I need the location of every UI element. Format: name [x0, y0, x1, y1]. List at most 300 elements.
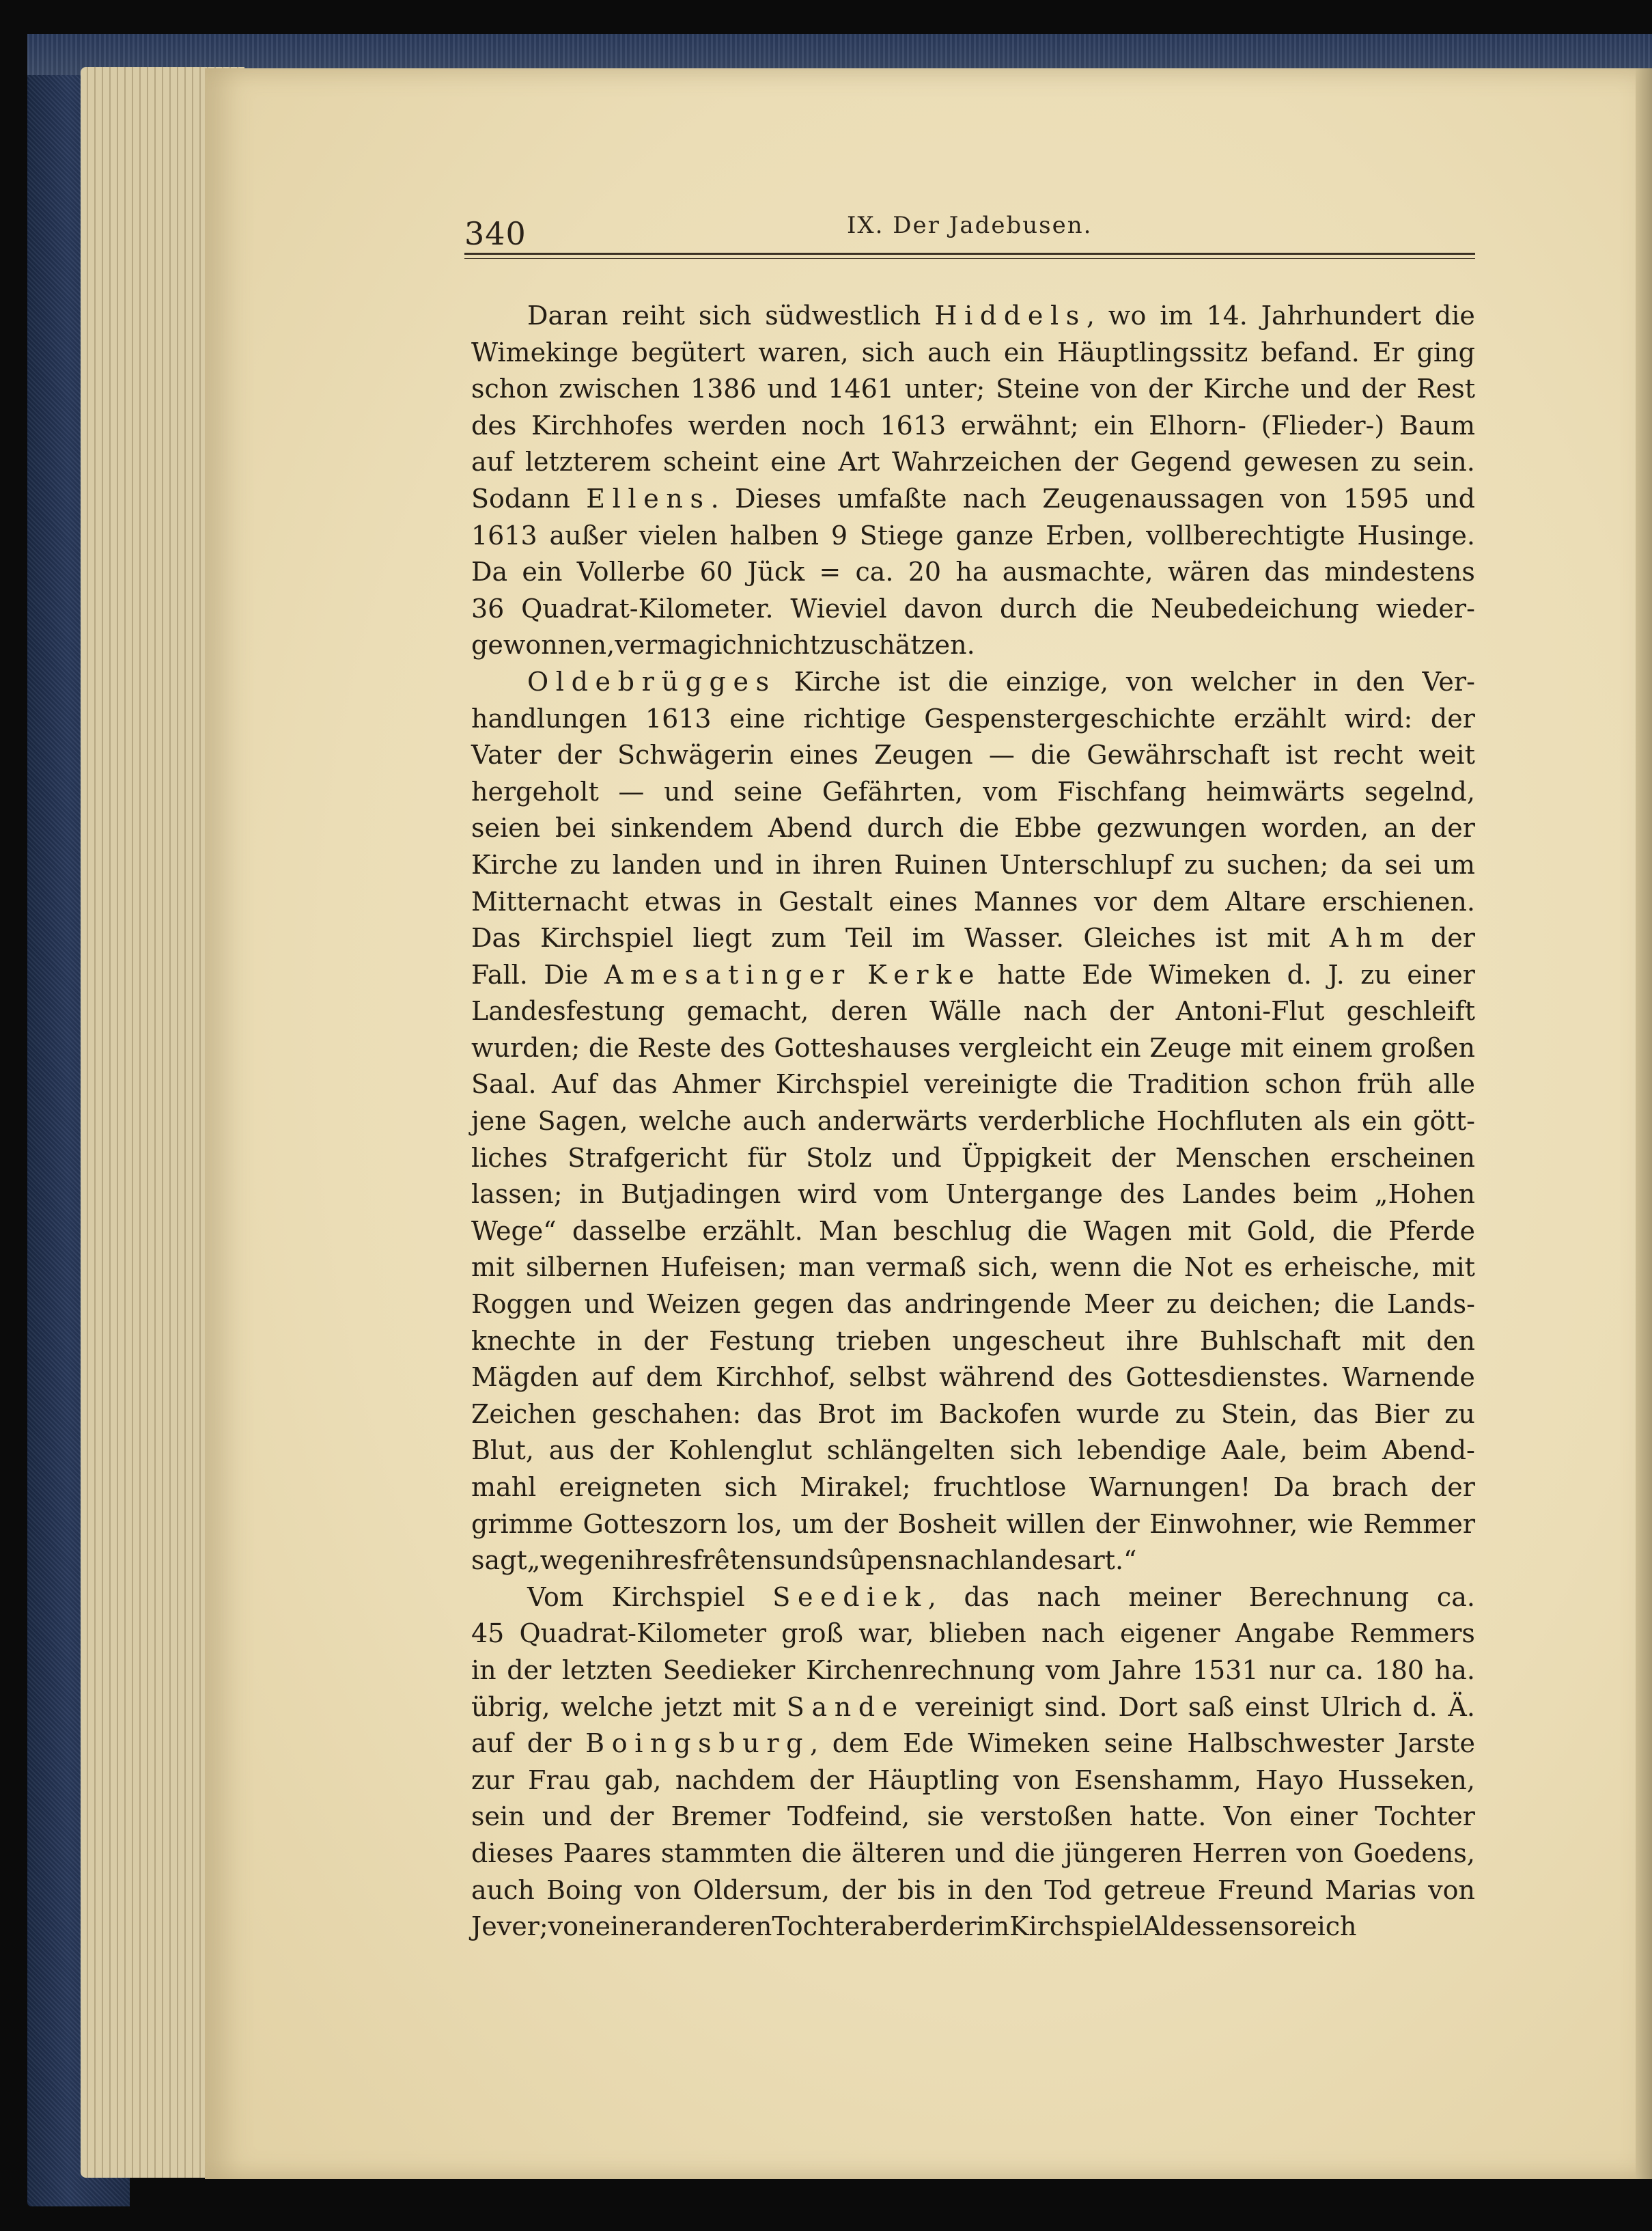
text-line — [471, 1103, 1475, 1140]
word: vom — [1046, 1654, 1101, 1685]
word: aus — [548, 1435, 595, 1466]
word: Menschen — [1175, 1142, 1311, 1173]
word: jetzt — [664, 1691, 723, 1722]
word: verderbliche — [979, 1106, 1146, 1137]
word: südwestlich — [765, 301, 921, 331]
word: und — [664, 776, 714, 807]
word: Häuptling — [867, 1764, 1000, 1795]
word: in — [737, 886, 763, 917]
word: 20 — [908, 557, 942, 587]
word: Esenshamm, — [1074, 1764, 1242, 1795]
word: Wahrzeichen — [892, 447, 1062, 477]
word: des — [720, 1032, 766, 1063]
word: dasselbe — [572, 1215, 687, 1246]
word: in — [579, 1179, 604, 1210]
word: seine — [733, 776, 803, 807]
word: Art — [838, 447, 880, 477]
word: Mirakel; — [800, 1472, 911, 1502]
word: 1595 — [1343, 483, 1410, 514]
word: Wimeken — [1149, 959, 1272, 990]
word: um — [1433, 849, 1475, 880]
word: im — [912, 923, 945, 954]
word: Gotteszorn — [583, 1508, 727, 1539]
word: Quadrat-Kilometer. — [521, 593, 774, 624]
word: durch — [867, 813, 944, 844]
word: die — [1073, 1069, 1114, 1100]
word: anderen — [663, 1911, 772, 1942]
word: der — [843, 1508, 888, 1539]
word: nicht — [753, 630, 820, 661]
text-line — [471, 444, 1475, 481]
word: erheische, — [1284, 1252, 1420, 1283]
word: Husseken, — [1337, 1764, 1475, 1795]
word: 45 — [471, 1618, 505, 1649]
word: Kirchhofes — [531, 410, 673, 441]
word: willen — [1006, 1508, 1086, 1539]
word: (Flieder-) — [1261, 410, 1385, 441]
word: vielen — [639, 520, 718, 551]
word: Warnende — [1342, 1362, 1475, 1393]
word: das — [846, 1289, 893, 1320]
word: groß — [781, 1618, 843, 1649]
word: wurde — [1076, 1398, 1160, 1429]
word: einem — [1292, 1032, 1373, 1063]
word: sind. — [1044, 1691, 1108, 1722]
word: Jahrhundert — [1261, 301, 1421, 331]
word: die — [1334, 1289, 1375, 1320]
text-line — [471, 920, 1475, 957]
word: Strafgericht — [568, 1142, 728, 1173]
word: Aale, — [1221, 1435, 1288, 1466]
word: liches — [471, 1142, 548, 1173]
word: lassen; — [471, 1179, 563, 1210]
word: mit — [1431, 1252, 1475, 1283]
word: von — [634, 1874, 682, 1905]
text-line — [471, 1872, 1475, 1909]
word: Fall. — [471, 959, 528, 990]
word: 1613 — [471, 520, 537, 551]
word: Gespenstergeschichte — [924, 703, 1216, 734]
spaced-name: Kerke — [867, 959, 982, 990]
word: ca. — [1436, 1581, 1475, 1612]
word: Kirche — [794, 666, 881, 697]
word: einer — [1289, 1801, 1358, 1832]
word: reich — [1289, 1911, 1357, 1942]
word: den — [1426, 1325, 1475, 1356]
word: sei — [1384, 849, 1422, 880]
word: ganze — [955, 520, 1034, 551]
word: der — [932, 1911, 977, 1942]
word: vergleicht — [959, 1032, 1092, 1063]
spaced-name: Boingsburg, — [585, 1728, 819, 1759]
word: ha — [955, 557, 988, 587]
word: jüngeren — [1064, 1838, 1183, 1868]
word: heimwärts — [1206, 776, 1345, 807]
word: von — [1090, 374, 1138, 404]
word: silbernen — [526, 1252, 649, 1283]
word: sein — [471, 1801, 525, 1832]
word: nur — [1269, 1654, 1315, 1685]
word: erzählt — [1233, 703, 1326, 734]
word: war, — [858, 1618, 914, 1649]
word: wieder- — [1375, 593, 1475, 624]
word: mit — [1362, 1325, 1405, 1356]
word: Kirchhof, — [715, 1362, 837, 1393]
word: ist — [1215, 923, 1248, 954]
word: eine — [729, 703, 785, 734]
word: Todfeind, — [787, 1801, 910, 1832]
word: Remmer — [1363, 1508, 1475, 1539]
word: liegt — [692, 923, 752, 954]
word: auch — [927, 337, 991, 368]
word: Kirchspiel — [1009, 1911, 1143, 1942]
word: Zeugen — [874, 740, 973, 771]
word: der — [1430, 703, 1475, 734]
word: Roggen — [471, 1289, 572, 1320]
word: befand. — [1261, 337, 1360, 368]
word: zu — [1184, 849, 1215, 880]
word: der — [1110, 1142, 1156, 1173]
word: Untergange — [945, 1179, 1104, 1210]
word: Vollerbe — [576, 557, 686, 587]
word: ausmachte, — [1002, 557, 1153, 587]
word: Einwohner, — [1149, 1508, 1298, 1539]
word: und — [542, 1801, 593, 1832]
word: Wimekinge — [471, 337, 619, 368]
word: Baum — [1399, 410, 1475, 441]
word: schlängelten — [826, 1435, 995, 1466]
word: Frau — [528, 1764, 591, 1795]
word: Fischfang — [1057, 776, 1187, 807]
word: 1613 — [645, 703, 712, 734]
word: werden — [688, 410, 787, 441]
word: mit — [1240, 1032, 1284, 1063]
word: Die — [544, 959, 589, 990]
word: Gotteshauses — [774, 1032, 951, 1063]
paragraph — [471, 664, 1475, 1579]
word: hergeholt — [471, 776, 599, 807]
word: Erben, — [1046, 520, 1134, 551]
word: 60 — [699, 557, 733, 587]
word: Butjadingen — [621, 1179, 781, 1210]
word: Das — [471, 923, 521, 954]
word: nach — [1037, 1581, 1101, 1612]
word: schon — [471, 374, 548, 404]
word: zwischen — [559, 374, 680, 404]
text-line — [471, 1652, 1475, 1689]
word: Kirchspiel — [775, 1069, 909, 1100]
word: sich, — [977, 1252, 1039, 1283]
word: der — [809, 1764, 854, 1795]
word: Dieses — [735, 483, 822, 514]
word: Daran — [527, 301, 608, 331]
word: Wege“ — [471, 1215, 557, 1246]
word: gemacht, — [686, 996, 809, 1027]
word: Meer — [1084, 1289, 1154, 1320]
text-line — [471, 481, 1475, 518]
word: im — [1160, 301, 1193, 331]
word: Zeugenaussagen — [1042, 483, 1264, 514]
word: handlungen — [471, 703, 628, 734]
word: vollberechtigte — [1146, 520, 1345, 551]
word: Gestalt — [779, 886, 873, 917]
word: von — [1296, 1838, 1344, 1868]
word: Altare — [1225, 886, 1306, 917]
word: der — [1430, 923, 1475, 954]
word: anderwärts — [817, 1106, 968, 1137]
word: zur — [471, 1764, 514, 1795]
word: sich — [1009, 1435, 1063, 1466]
word: die — [588, 1032, 629, 1063]
word: den — [983, 1874, 1033, 1905]
word: Abend- — [1382, 1435, 1475, 1466]
text-line — [471, 1249, 1475, 1286]
word: Steine — [996, 374, 1080, 404]
word: Schwägerin — [617, 740, 774, 771]
text-line — [471, 335, 1475, 372]
word: — — [618, 776, 645, 807]
word: J. — [1328, 959, 1345, 990]
text-line — [471, 1359, 1475, 1396]
word: der — [1095, 1508, 1140, 1539]
word: von — [548, 1911, 596, 1942]
word: „wegen — [527, 1545, 627, 1576]
word: die — [959, 813, 1000, 844]
word: und — [767, 374, 817, 404]
word: welche — [639, 1106, 732, 1137]
word: schätzen. — [850, 630, 975, 661]
word: hatte — [997, 959, 1066, 990]
word: „Hohen — [1374, 1179, 1475, 1210]
word: nachdem — [675, 1764, 796, 1795]
word: einer — [1407, 959, 1475, 990]
word: das — [612, 1069, 658, 1100]
running-title: IX. Der Jadebusen. — [847, 212, 1093, 239]
word: gött- — [1413, 1106, 1475, 1137]
word: deren — [830, 996, 908, 1027]
word: hatte. — [1130, 1801, 1207, 1832]
word: mit — [471, 1252, 515, 1283]
word: scheint — [662, 447, 759, 477]
word: 1386 — [690, 374, 757, 404]
word: Gewährschaft — [1087, 740, 1270, 771]
text-line — [471, 1579, 1475, 1616]
word: nach — [1023, 996, 1087, 1027]
word: Neubedeichung — [1151, 593, 1360, 624]
word: Vom — [527, 1581, 584, 1612]
word: und — [785, 1545, 836, 1576]
word: Kirchenrechnung — [805, 1654, 1035, 1685]
word: das — [964, 1581, 1009, 1612]
word: Wagen — [1083, 1215, 1173, 1246]
word: = — [819, 557, 841, 587]
word: auch — [471, 1874, 535, 1905]
text-line — [471, 1689, 1475, 1726]
word: das — [1264, 557, 1310, 587]
word: reiht — [621, 301, 685, 331]
text-line — [471, 737, 1475, 774]
text-line — [471, 1542, 1475, 1579]
word: die — [1014, 1838, 1055, 1868]
text-line — [471, 1469, 1475, 1506]
word: Antoni-Flut — [1175, 996, 1325, 1027]
word: Abend — [768, 813, 852, 844]
word: wären — [1167, 557, 1250, 587]
word: andringende — [904, 1289, 1072, 1320]
word: ihren — [812, 849, 882, 880]
word: Bremer — [671, 1801, 770, 1832]
word: recht — [1333, 740, 1403, 771]
word: Kirche — [471, 849, 558, 880]
word: Weizen — [647, 1289, 741, 1320]
word: Mitternacht — [471, 886, 629, 917]
text-line — [471, 664, 1475, 701]
word: vom — [873, 1179, 929, 1210]
spaced-name: Amesatinger — [604, 959, 852, 990]
word: Backofen — [938, 1398, 1061, 1429]
word: alle — [1427, 1069, 1475, 1100]
word: der — [557, 740, 602, 771]
word: für — [747, 1142, 787, 1173]
text-line — [471, 1835, 1475, 1872]
word: Quadrat-Kilometer — [519, 1618, 767, 1649]
word: welche — [561, 1691, 654, 1722]
word: Wimeken — [968, 1728, 1091, 1759]
text-line — [471, 1030, 1475, 1067]
word: Bier — [1374, 1398, 1429, 1429]
text-line — [471, 1286, 1475, 1323]
word: eigener — [1120, 1618, 1220, 1649]
word: zu — [1444, 1398, 1475, 1429]
word: halben — [729, 520, 820, 551]
word: erwähnt; — [960, 410, 1079, 441]
word: Marias — [1325, 1874, 1417, 1905]
word: ein — [1100, 1032, 1141, 1063]
word: in — [471, 1654, 496, 1685]
word: des — [1119, 1179, 1165, 1210]
word: etwas — [644, 886, 722, 917]
word: mit — [1266, 923, 1311, 954]
word: die — [1093, 593, 1134, 624]
word: ein — [1003, 337, 1045, 368]
word: vom — [983, 776, 1038, 807]
word: sein. — [1413, 447, 1475, 477]
word: dem — [1152, 886, 1209, 917]
word: von — [1125, 666, 1173, 697]
word: seine — [1104, 1728, 1173, 1759]
word: mit — [1188, 1215, 1231, 1246]
word: vor — [1093, 886, 1137, 917]
spaced-name: Oldebrügges — [527, 666, 776, 697]
word: Ede — [1082, 959, 1133, 990]
word: zum — [771, 923, 826, 954]
word: letzterem — [524, 447, 652, 477]
word: ein — [522, 557, 563, 587]
word: — — [988, 740, 1015, 771]
word: Landes — [1181, 1179, 1276, 1210]
word: man — [798, 1252, 856, 1283]
word: geschahen: — [591, 1398, 742, 1429]
word: Husinge. — [1357, 520, 1475, 551]
word: Ä. — [1448, 1691, 1475, 1722]
word: im — [890, 1398, 924, 1429]
word: sinkendem — [610, 813, 753, 844]
word: wie — [1307, 1508, 1354, 1539]
word: dem — [832, 1728, 889, 1759]
word: Da — [1273, 1472, 1310, 1502]
text-line — [471, 701, 1475, 738]
word: selbst — [849, 1362, 927, 1393]
word: eines — [888, 886, 958, 917]
word: Landesfestung — [471, 996, 665, 1027]
word: Auf — [551, 1069, 597, 1100]
word: unter; — [904, 374, 985, 404]
text-line — [471, 957, 1475, 994]
word: des — [1067, 1362, 1113, 1393]
word: suchen; — [1226, 849, 1329, 880]
word: Gegend — [1130, 447, 1232, 477]
word: gab, — [604, 1764, 662, 1795]
word: Blut, — [471, 1435, 534, 1466]
word: welcher — [1190, 666, 1296, 697]
word: der — [1109, 996, 1154, 1027]
word: getreue — [1103, 1874, 1206, 1905]
word: von — [1428, 1874, 1475, 1905]
word: beschlug — [893, 1215, 1012, 1246]
word: in — [947, 1874, 972, 1905]
word: Sagen, — [537, 1106, 628, 1137]
word: gezwungen — [1096, 813, 1247, 844]
text-line — [471, 774, 1475, 811]
word: ging — [1416, 337, 1475, 368]
word: Da — [471, 557, 508, 587]
word: frêtens — [692, 1545, 786, 1576]
word: auch — [742, 1106, 807, 1137]
word: umfaßte — [837, 483, 947, 514]
word: Tochter — [772, 1911, 873, 1942]
word: die — [1434, 301, 1475, 331]
word: und — [584, 1289, 634, 1320]
word: von — [1013, 1764, 1061, 1795]
spaced-name: Sande — [786, 1691, 905, 1722]
word: durch — [999, 593, 1077, 624]
word: Boing — [546, 1874, 623, 1905]
text-line — [471, 1799, 1475, 1835]
word: begütert — [631, 337, 746, 368]
word: gewonnen, — [471, 630, 615, 661]
word: ungescheut — [952, 1325, 1105, 1356]
word: ha. — [1434, 1654, 1475, 1685]
word: erscheinen — [1330, 1142, 1475, 1173]
word: Ahmer — [672, 1069, 761, 1100]
word: das — [1313, 1398, 1359, 1429]
word: die — [1031, 740, 1072, 771]
word: Pferde — [1388, 1215, 1475, 1246]
word: trieben — [835, 1325, 932, 1356]
word: Buhlschaft — [1199, 1325, 1341, 1356]
word: es — [1244, 1252, 1273, 1283]
word: Vater — [471, 740, 542, 771]
word: davon — [904, 593, 983, 624]
word: wurden; — [471, 1032, 580, 1063]
word: lebendige — [1077, 1435, 1207, 1466]
word: brach — [1332, 1472, 1408, 1502]
word: aber — [872, 1911, 932, 1942]
text-line — [471, 371, 1475, 408]
word: Dort — [1118, 1691, 1178, 1722]
word: die — [801, 1838, 842, 1868]
word: Kohlenglut — [668, 1435, 812, 1466]
